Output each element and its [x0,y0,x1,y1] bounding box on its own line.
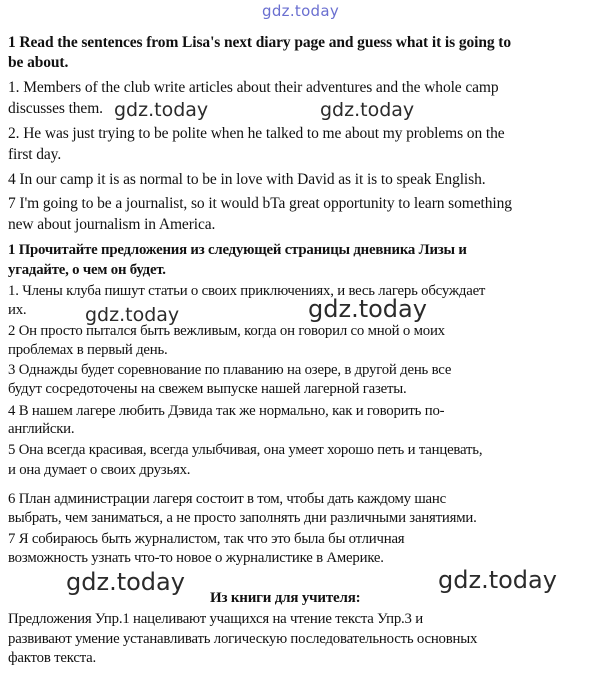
english-heading-line-1: 1 Read the sentences from Lisa's next diary page and guess what it is going to [8,34,511,51]
teacher-book-line-1: Предложения Упр.1 нацеливают учащихся на чтение текста Упр.3 и [8,611,423,627]
russian-sentence-4-line-2: английски. [8,421,75,437]
english-sentence-4: 4 In our camp it is as normal to be in love with David as it is to speak English. [8,171,486,188]
english-sentence-7-line-1: 7 I'm going to be a journalist, so it would bTa great opportunity to learn something [8,195,512,212]
russian-sentence-1-line-2: их. [8,302,27,318]
watermark: gdz.today [114,99,209,121]
english-heading-line-2: be about. [8,54,69,71]
teacher-book-line-2: развивают умение устанавливать логическую последовательность основных [8,631,478,647]
russian-sentence-2-line-1: 2 Он просто пытался быть вежливым, когда он говорил со мной о моих [8,323,445,339]
russian-sentence-7-line-1: 7 Я собираюсь быть журналистом, так что это была бы отличная [8,531,405,547]
english-sentence-2-line-2: first day. [8,146,62,163]
russian-sentence-6-line-2: выбрать, чем заниматься, а не просто заполнять дни различными занятиями. [8,510,477,526]
watermark: gdz.today [320,99,415,121]
top-watermark: gdz.today [262,2,340,20]
russian-sentence-3-line-1: 3 Однажды будет соревнование по плаванию на озере, в другой день все [8,362,452,378]
russian-sentence-6-line-1: 6 План администрации лагеря состоит в том, чтобы дать каждому шанс [8,491,447,507]
russian-sentence-1-line-1: 1. Члены клуба пишут статьи о своих приключениях, и весь лагерь обсуждает [8,283,486,299]
russian-sentence-2-line-2: проблемах в первый день. [8,342,168,358]
russian-sentence-7-line-2: возможность узнать что-то новое о журналистике в Америке. [8,550,384,566]
english-sentence-7-line-2: new about journalism in America. [8,216,216,233]
english-sentence-1-line-1: 1. Members of the club write articles about their adventures and the whole camp [8,79,499,96]
watermark: gdz.today [66,568,185,596]
teacher-book-line-3: фактов текста. [8,650,97,666]
russian-sentence-5-line-1: 5 Она всегда красивая, всегда улыбчивая, она умеет хорошо петь и танцевать, [8,442,483,458]
english-sentence-1-line-2: discusses them. [8,100,103,117]
watermark: gdz.today [438,566,557,594]
russian-sentence-4-line-1: 4 В нашем лагере любить Дэвида так же нормально, как и говорить по- [8,403,445,419]
russian-sentence-3-line-2: будут сосредоточены на свежем выпуске нашей лагерной газеты. [8,381,407,397]
watermark: gdz.today [308,295,427,323]
russian-sentence-5-line-2: и она думает о своих друзьях. [8,462,191,478]
teacher-book-heading: Из книги для учителя: [210,590,361,606]
watermark: gdz.today [85,304,180,326]
russian-heading-line-1: 1 Прочитайте предложения из следующей страницы дневника Лизы и [8,242,467,258]
english-sentence-2-line-1: 2. He was just trying to be polite when he talked to me about my problems on the [8,125,505,142]
russian-heading-line-2: угадайте, о чем он будет. [8,262,166,278]
